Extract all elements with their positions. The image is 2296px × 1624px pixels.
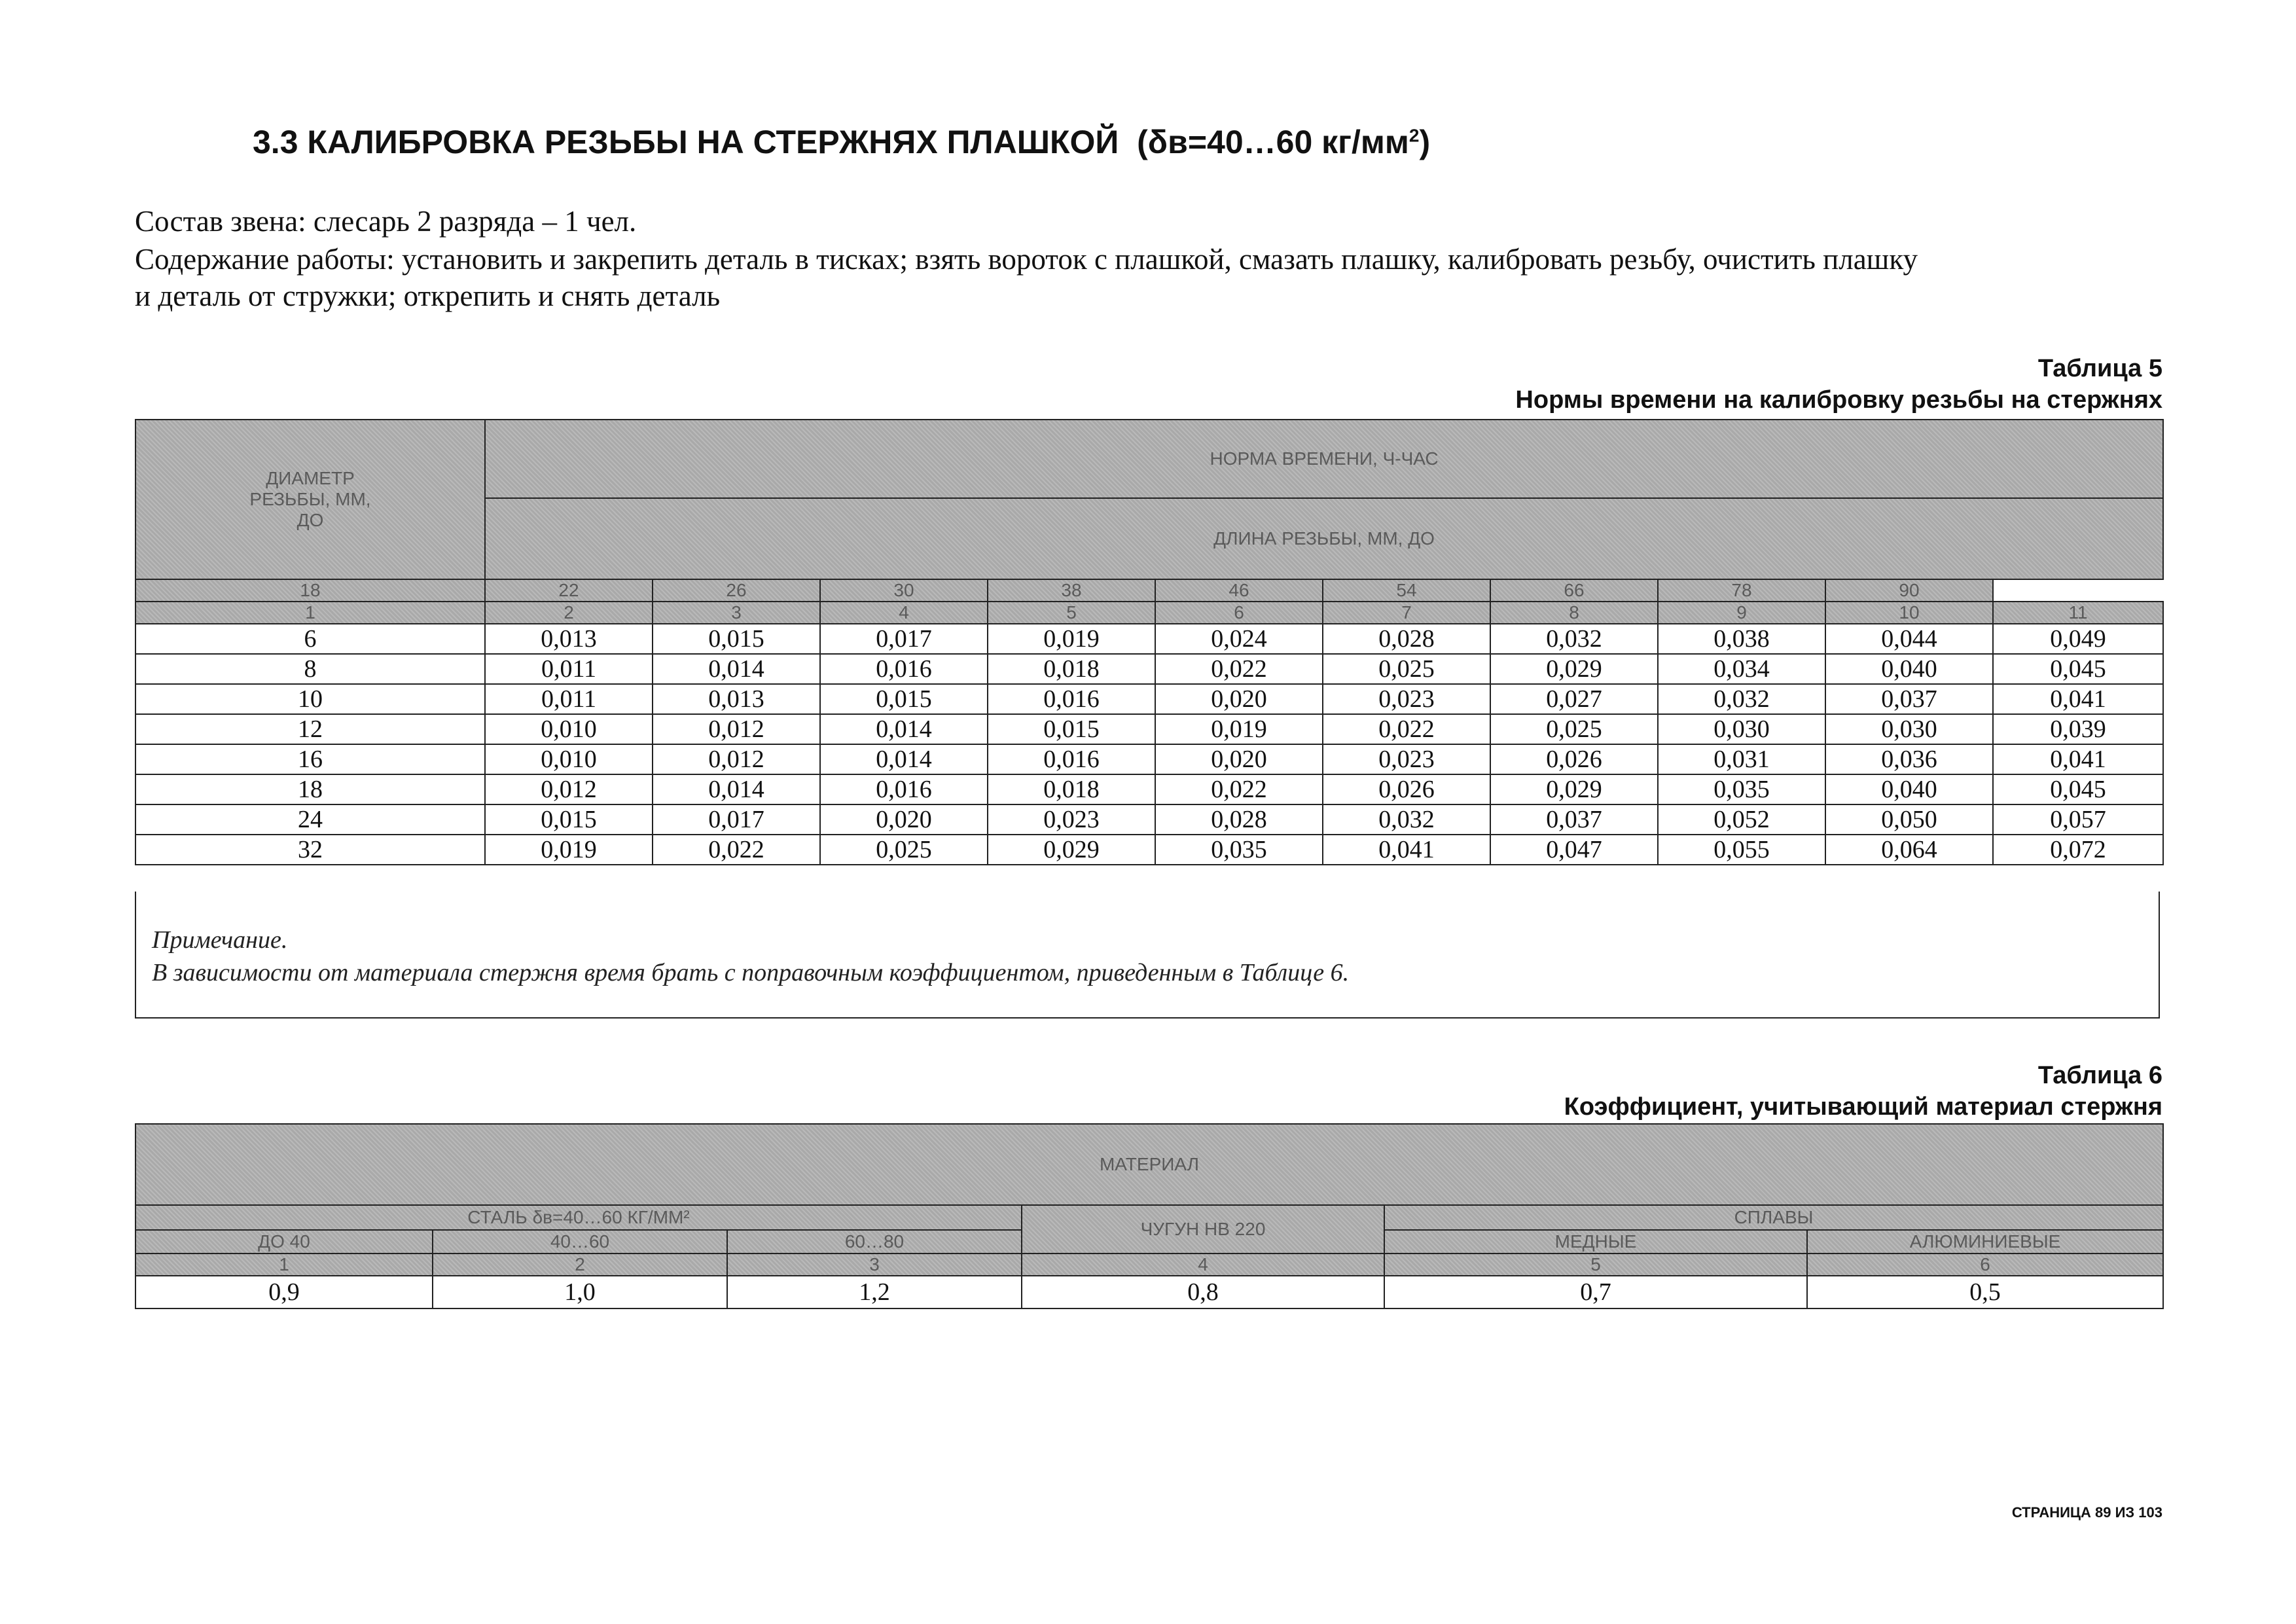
- table5-value-cell: 0,018: [988, 774, 1155, 804]
- table5-value-cell: 0,041: [1993, 744, 2163, 774]
- table5-value-cell: 0,040: [1825, 654, 1993, 684]
- table5-label: Таблица 5: [2037, 355, 2162, 382]
- table5-value-cell: 0,028: [1155, 804, 1323, 835]
- table5-value-cell: 0,015: [485, 804, 653, 835]
- table5-value-cell: 0,014: [653, 654, 820, 684]
- table5-header-diameter: ДИАМЕТР РЕЗЬБЫ, ММ, ДО: [135, 420, 485, 579]
- table5-value-cell: 0,020: [1155, 744, 1323, 774]
- crew-composition: Состав звена: слесарь 2 разряда – 1 чел.: [135, 205, 637, 238]
- table5-length-header: 18: [135, 579, 485, 602]
- table5-value-cell: 0,028: [1323, 624, 1490, 654]
- table5-value-cell: 0,017: [820, 624, 988, 654]
- table5-value-cell: 0,034: [1658, 654, 1825, 684]
- table5-length-header: 22: [485, 579, 653, 602]
- table6-col-number: 4: [1022, 1254, 1384, 1276]
- table5-value-cell: 0,037: [1490, 804, 1658, 835]
- table5-value-cell: 0,030: [1825, 714, 1993, 744]
- table6-header-cast-iron: ЧУГУН НВ 220: [1022, 1205, 1384, 1254]
- section-number: 3.3: [253, 124, 298, 160]
- table5-value-cell: 0,017: [653, 804, 820, 835]
- table5-header-length: ДЛИНА РЕЗЬБЫ, ММ, ДО: [485, 498, 2163, 579]
- table5-value-cell: 0,019: [988, 624, 1155, 654]
- table6-value: 1,2: [727, 1276, 1022, 1308]
- table5-value-cell: 0,029: [1490, 774, 1658, 804]
- table5-value-cell: 0,040: [1825, 774, 1993, 804]
- table6-subheader: 60…80: [727, 1230, 1022, 1254]
- table5-value-cell: 0,072: [1993, 835, 2163, 865]
- table5-length-header: 78: [1658, 579, 1825, 602]
- note-text: В зависимости от материала стержня время брать с поправочным коэффициентом, приведенным в Таблице 6.: [152, 959, 1350, 986]
- table5-value-cell: 0,012: [653, 714, 820, 744]
- table-row: [135, 714, 2163, 744]
- work-content-line-2: и деталь от стружки; открепить и снять деталь: [135, 280, 721, 312]
- table6-value: 0,9: [135, 1276, 433, 1308]
- table5-header-norm: НОРМА ВРЕМЕНИ, Ч-ЧАС: [485, 420, 2163, 498]
- table5-value-cell: 0,052: [1658, 804, 1825, 835]
- table5-value-cell: 0,047: [1490, 835, 1658, 865]
- table5-value-cell: 0,020: [1155, 684, 1323, 714]
- table5-length-header: 26: [653, 579, 820, 602]
- table5-diameter-cell: 24: [135, 804, 485, 835]
- table5-value-cell: 0,022: [1155, 774, 1323, 804]
- table5-value-cell: 0,035: [1155, 835, 1323, 865]
- table5-value-cell: 0,015: [653, 624, 820, 654]
- table5-value-cell: 0,016: [820, 774, 988, 804]
- table5-length-header: 66: [1490, 579, 1658, 602]
- table5-diameter-cell: 6: [135, 624, 485, 654]
- note-title: Примечание.: [152, 926, 288, 954]
- table5-diameter-cell: 12: [135, 714, 485, 744]
- table6-col-number: 5: [1384, 1254, 1807, 1276]
- table5-col-number: 5: [988, 602, 1155, 624]
- table5-value-cell: 0,036: [1825, 744, 1993, 774]
- table6-subheader: ДО 40: [135, 1230, 433, 1254]
- table5-value-cell: 0,013: [485, 624, 653, 654]
- table5-col-number: 6: [1155, 602, 1323, 624]
- table6-header-steel: СТАЛЬ δв=40…60 КГ/ММ²: [135, 1205, 1022, 1230]
- table-row: [135, 654, 2163, 684]
- table5-value-cell: 0,010: [485, 714, 653, 744]
- table5-length-header: 46: [1155, 579, 1323, 602]
- table5-length-header: 54: [1323, 579, 1490, 602]
- table6-value: 0,5: [1807, 1276, 2163, 1308]
- table5-diameter-cell: 32: [135, 835, 485, 865]
- table6-subheader: 40…60: [433, 1230, 727, 1254]
- table5-col-number: 3: [653, 602, 820, 624]
- table5-value-cell: 0,030: [1658, 714, 1825, 744]
- table5-value-cell: 0,049: [1993, 624, 2163, 654]
- table5-col-number: 9: [1658, 602, 1825, 624]
- table5-value-cell: 0,019: [485, 835, 653, 865]
- table5-value-cell: 0,015: [988, 714, 1155, 744]
- table5-value-cell: 0,026: [1490, 744, 1658, 774]
- strength-param: (δв=40…60 кг/мм: [1137, 124, 1409, 160]
- table5-note: [135, 892, 2160, 1019]
- table5-value-cell: 0,029: [988, 835, 1155, 865]
- table5-value-cell: 0,025: [820, 835, 988, 865]
- table5-value-cell: 0,015: [820, 684, 988, 714]
- table-row: [135, 744, 2163, 774]
- table6-value: 1,0: [433, 1276, 727, 1308]
- table5-value-cell: 0,023: [1323, 684, 1490, 714]
- table5-value-cell: 0,026: [1323, 774, 1490, 804]
- section-title: [253, 123, 1430, 161]
- section-title-text: КАЛИБРОВКА РЕЗЬБЫ НА СТЕРЖНЯХ ПЛАШКОЙ: [307, 124, 1119, 160]
- table-row: [135, 835, 2163, 865]
- table6-col-number: 6: [1807, 1254, 2163, 1276]
- table6-label: Таблица 6: [2037, 1062, 2162, 1089]
- table-row: [135, 684, 2163, 714]
- table6-subheader: МЕДНЫЕ: [1384, 1230, 1807, 1254]
- table5-value-cell: 0,022: [1155, 654, 1323, 684]
- table5-value-cell: 0,016: [820, 654, 988, 684]
- table5-value-cell: 0,031: [1658, 744, 1825, 774]
- table5-time-norms: [135, 419, 2164, 865]
- work-content-line-1: Содержание работы: установить и закрепить деталь в тисках; взять вороток с плашкой, смазать плашку, калибровать резьбу, очистить плашку: [135, 243, 1918, 276]
- table5-value-cell: 0,055: [1658, 835, 1825, 865]
- table5-value-cell: 0,016: [988, 744, 1155, 774]
- page-number: СТРАНИЦА 89 ИЗ 103: [2011, 1504, 2162, 1521]
- table5-value-cell: 0,064: [1825, 835, 1993, 865]
- table5-value-cell: 0,041: [1993, 684, 2163, 714]
- table5-col-number: 7: [1323, 602, 1490, 624]
- table5-value-cell: 0,010: [485, 744, 653, 774]
- table5-value-cell: 0,050: [1825, 804, 1993, 835]
- table5-length-header: 90: [1825, 579, 1993, 602]
- table5-diameter-cell: 10: [135, 684, 485, 714]
- table5-value-cell: 0,032: [1658, 684, 1825, 714]
- table5-col-number: 10: [1825, 602, 1993, 624]
- table6-header-material: МАТЕРИАЛ: [135, 1124, 2163, 1205]
- table5-value-cell: 0,032: [1323, 804, 1490, 835]
- table5-value-cell: 0,020: [820, 804, 988, 835]
- table5-value-cell: 0,037: [1825, 684, 1993, 714]
- table6-col-number: 2: [433, 1254, 727, 1276]
- table5-value-cell: 0,029: [1490, 654, 1658, 684]
- table5-col-number: 8: [1490, 602, 1658, 624]
- table6-value: 0,7: [1384, 1276, 1807, 1308]
- table5-diameter-cell: 18: [135, 774, 485, 804]
- table5-value-cell: 0,013: [653, 684, 820, 714]
- strength-param-exponent: 2: [1408, 125, 1420, 146]
- table6-col-number: 3: [727, 1254, 1022, 1276]
- table5-value-cell: 0,014: [820, 714, 988, 744]
- table5-value-cell: 0,012: [485, 774, 653, 804]
- table6-header-alloys: СПЛАВЫ: [1384, 1205, 2163, 1230]
- table5-value-cell: 0,057: [1993, 804, 2163, 835]
- table5-diameter-cell: 8: [135, 654, 485, 684]
- table5-value-cell: 0,027: [1490, 684, 1658, 714]
- table6-material-coefficient: [135, 1123, 2164, 1309]
- table5-length-header: 30: [820, 579, 988, 602]
- table5-value-cell: 0,044: [1825, 624, 1993, 654]
- table5-value-cell: 0,016: [988, 684, 1155, 714]
- table5-value-cell: 0,038: [1658, 624, 1825, 654]
- table5-value-cell: 0,025: [1490, 714, 1658, 744]
- table5-value-cell: 0,023: [1323, 744, 1490, 774]
- table5-caption: Нормы времени на калибровку резьбы на стержнях: [1515, 386, 2162, 414]
- table5-value-cell: 0,041: [1323, 835, 1490, 865]
- table5-col-number: 2: [485, 602, 653, 624]
- table5-value-cell: 0,011: [485, 654, 653, 684]
- table5-value-cell: 0,011: [485, 684, 653, 714]
- table5-col-number: 1: [135, 602, 485, 624]
- table5-value-cell: 0,012: [653, 744, 820, 774]
- table-row: [135, 774, 2163, 804]
- table-row: [135, 624, 2163, 654]
- table5-value-cell: 0,039: [1993, 714, 2163, 744]
- table5-value-cell: 0,035: [1658, 774, 1825, 804]
- table5-col-number: 4: [820, 602, 988, 624]
- table5-col-number: 11: [1993, 602, 2163, 624]
- table5-value-cell: 0,014: [653, 774, 820, 804]
- table5-value-cell: 0,014: [820, 744, 988, 774]
- table5-length-header: 38: [988, 579, 1155, 602]
- table5-value-cell: 0,019: [1155, 714, 1323, 744]
- table6-value: 0,8: [1022, 1276, 1384, 1308]
- table5-value-cell: 0,023: [988, 804, 1155, 835]
- table6-col-number: 1: [135, 1254, 433, 1276]
- table5-value-cell: 0,032: [1490, 624, 1658, 654]
- table5-value-cell: 0,022: [653, 835, 820, 865]
- table5-value-cell: 0,024: [1155, 624, 1323, 654]
- table5-value-cell: 0,045: [1993, 774, 2163, 804]
- table5-value-cell: 0,022: [1323, 714, 1490, 744]
- table5-value-cell: 0,018: [988, 654, 1155, 684]
- table-row: [135, 804, 2163, 835]
- table5-value-cell: 0,025: [1323, 654, 1490, 684]
- table5-value-cell: 0,045: [1993, 654, 2163, 684]
- table6-subheader: АЛЮМИНИЕВЫЕ: [1807, 1230, 2163, 1254]
- strength-param-close: ): [1419, 124, 1431, 160]
- table6-caption: Коэффициент, учитывающий материал стержня: [1564, 1093, 2162, 1121]
- table5-diameter-cell: 16: [135, 744, 485, 774]
